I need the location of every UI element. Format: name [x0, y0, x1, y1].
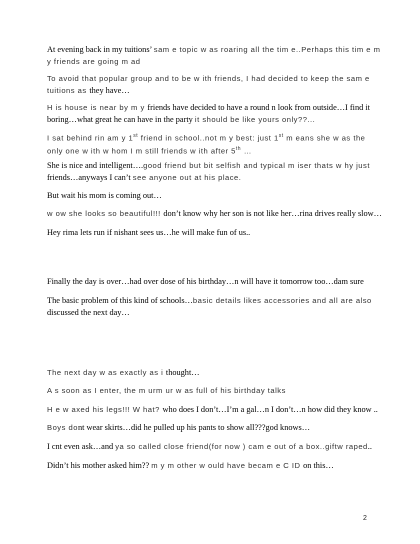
text-run: friends have decided to have a round n look from outside…I find it boring…what great he can have in the party [47, 103, 370, 124]
text-run: A s soon as I enter, the m urm ur w as full of his birthday talks [47, 386, 286, 395]
paragraph [47, 422, 383, 434]
text-run: Finally the day is over…had over dose of his birthday…n will have it tomorrow too…dam sure [47, 277, 364, 286]
text-run: I sat behind rin am y 1 [47, 133, 134, 143]
text-run: At evening back in my tuitions’ [47, 45, 154, 54]
text-run: w ow she looks so beautiful!!! [47, 209, 164, 218]
text-run: But wait his mom is coming out… [47, 191, 162, 200]
text-run: who does I don’t…I’m a gal…n I don’t…n how did they know .. [162, 405, 378, 414]
text-run: good friend but bit selfish and typical m iser thats w hy just [143, 161, 370, 170]
text-run: I cnt even ask…and [47, 442, 116, 451]
text-run: H is house is near by m y [47, 103, 148, 112]
paragraph [47, 385, 383, 397]
paragraph [47, 160, 383, 183]
text-run: Didn’t his mother asked him?? [47, 461, 152, 470]
text-run: She is nice and intelligent…. [47, 161, 144, 170]
paragraph [47, 44, 383, 67]
text-run: To avoid that popular group and to be w ith friends, I had decided to keep the sam e tuitions as [47, 74, 370, 95]
paragraph [47, 227, 383, 239]
paragraph [47, 276, 383, 288]
text-run: on this… [303, 461, 334, 470]
paragraph [47, 208, 383, 220]
text-run: discussed the next day… [47, 307, 130, 317]
text-run: The basic problem of this kind of schools… [47, 296, 193, 305]
text-run: sam e topic w as roaring all the tim e..Perhaps this tim e m y friends are going m ad [47, 45, 381, 66]
paragraph [47, 295, 383, 318]
paragraph [47, 460, 383, 472]
text-run: H e w axed his legs!!! W hat? [47, 405, 163, 414]
text-run: nt wear skirts…did he pulled up his pants to show all???god knows… [77, 423, 311, 432]
superscript: st [133, 133, 139, 139]
text-run: they have… [89, 85, 130, 95]
paragraph [47, 190, 383, 202]
paragraph [47, 404, 383, 416]
text-run: … [241, 146, 252, 156]
superscript: st [278, 133, 284, 139]
paragraph [47, 441, 383, 453]
paragraph [47, 102, 383, 125]
text-run: don’t know why her son is not like her…rina drives really slow… [163, 209, 382, 218]
text-run: it should be like yours only??... [194, 114, 316, 124]
text-run: ya so called close friend(for now ) cam e out of a box..giftw raped [115, 442, 368, 451]
text-run: m y m other w ould have becam e C ID [151, 461, 304, 470]
paragraph [47, 73, 383, 96]
text-run: friend in school..not m y best: just 1 [138, 133, 279, 143]
paragraph [47, 367, 383, 379]
text-run: basic details likes accessories and all are also [192, 296, 372, 305]
paragraph [47, 131, 383, 157]
page-number: 2 [363, 515, 367, 522]
text-run: Hey rima lets run if nishant sees us…he will make fun of us.. [47, 228, 251, 237]
text-run: see anyone out at his place. [132, 172, 242, 182]
text-run: The next day w as exactly as i [47, 368, 166, 377]
superscript: th [235, 146, 242, 153]
text-run: friends…anyways I can’t [47, 172, 133, 182]
text-run: m eans she w as the only one w ith w hom I m still friends w ith after 5 [47, 133, 366, 156]
text-run: Boys do [47, 423, 78, 432]
text-run: .. [367, 442, 372, 451]
text-run: thought… [165, 368, 200, 377]
